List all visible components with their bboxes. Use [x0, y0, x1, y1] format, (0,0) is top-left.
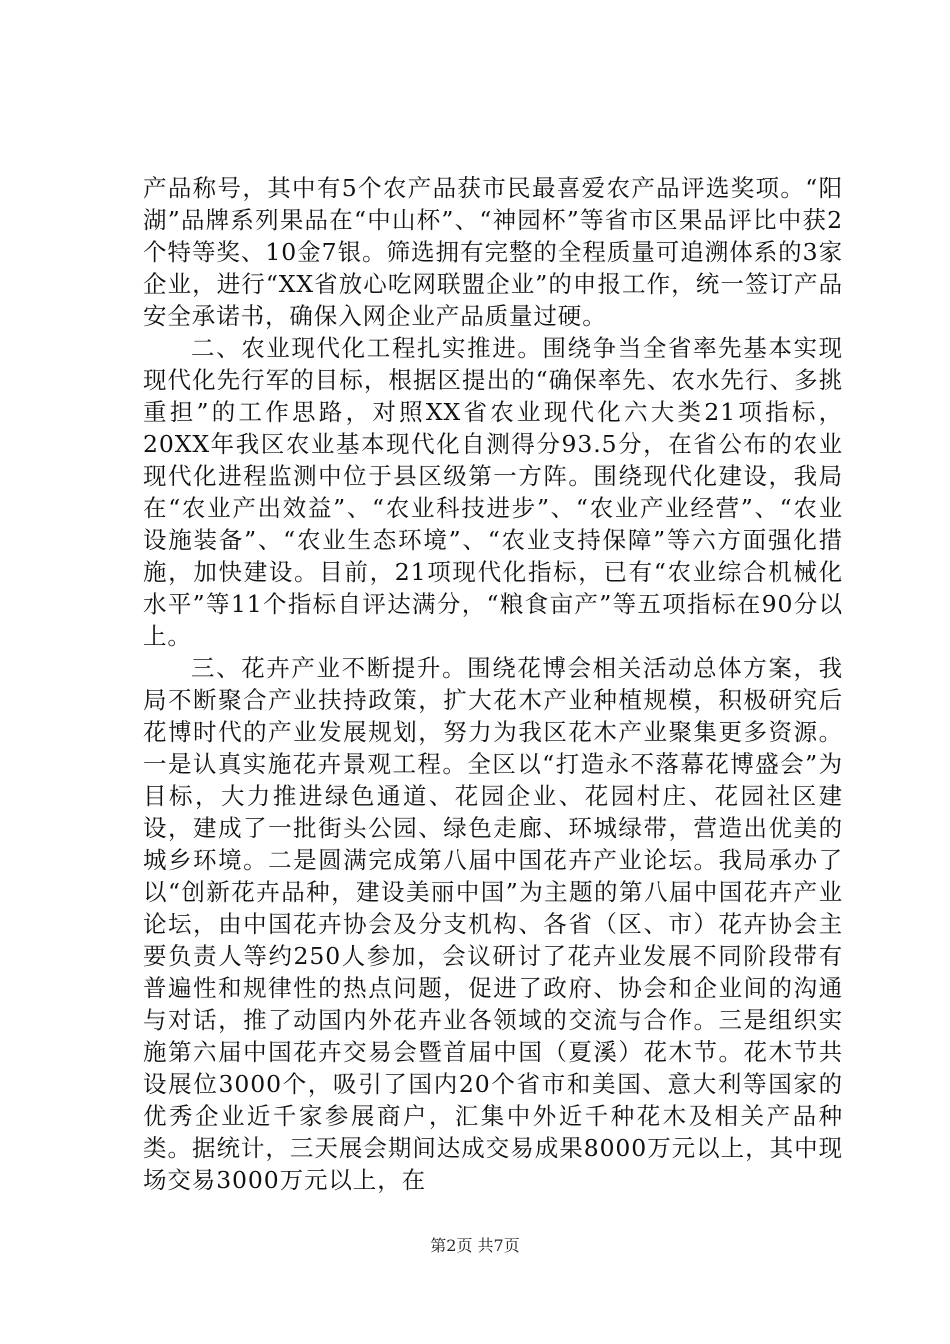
paragraph-flower-industry: 三、花卉产业不断提升。围绕花博会相关活动总体方案，我局不断聚合产业扶持政策，扩大花木产业种植规模，积极研究后花博时代的产业发展规划，努力为我区花木产业聚集更多资源。一是认真实施花卉景观工程。全区以“打造永不落幕花博盛会”为目标，大力推进绿色通道、花园企业、花园村庄、花园社区建设，建成了一批街头公园、绿色走廊、环城绿带，营造出优美的城乡环境。二是圆满完成第八届中国花卉产业论坛。我局承办了以“创新花卉品种，建设美丽中国”为主题的第八届中国花卉产业论坛，由中国花卉协会及分支机构、各省（区、市）花卉协会主要负责人等约250人参加，会议研讨了花卉业发展不同阶段带有普遍性和规律性的热点问题，促进了政府、协会和企业间的沟通与对话，推了动国内外花卉业各领域的交流与合作。三是组织实施第六届中国花卉交易会暨首届中国（夏溪）花木节。花木节共设展位3000个，吸引了国内20个省市和美国、意大利等国家的优秀企业近千家参展商户，汇集中外近千种花木及相关产品种类。据统计，三天展会期间达成交易成果8000万元以上，其中现场交易3000万元以上，在 [143, 654, 843, 1194]
page-number-footer: 第2页 共7页 [430, 1236, 520, 1255]
paragraph-product-titles: 产品称号，其中有5个农产品获市民最喜爱农产品评选奖项。“阳湖”品牌系列果品在“中山杯”、“神园杯”等省市区果品评比中获2个特等奖、10金7银。筛选拥有完整的全程质量可追溯体系的3家企业，进行“XX省放心吃网联盟企业”的申报工作，统一签订产品安全承诺书，确保入网企业产品质量过硬。 [143, 174, 843, 330]
paragraph-agri-modernization: 二、农业现代化工程扎实推进。围绕争当全省率先基本实现现代化先行军的目标，根据区提出的“确保率先、农水先行、多挑重担”的工作思路，对照XX省农业现代化六大类21项指标，20XX年我区农业基本现代化自测得分93.5分，在省公布的农业现代化进程监测中位于县区级第一方阵。围绕现代化建设，我局在“农业产出效益”、“农业科技进步”、“农业产业经营”、“农业设施装备”、“农业生态环境”、“农业支持保障”等六方面强化措施，加快建设。目前，21项现代化指标，已有“农业综合机械化水平”等11个指标自评达满分，“粮食亩产”等五项指标在90分以上。 [143, 334, 843, 650]
document-body [143, 172, 843, 1196]
